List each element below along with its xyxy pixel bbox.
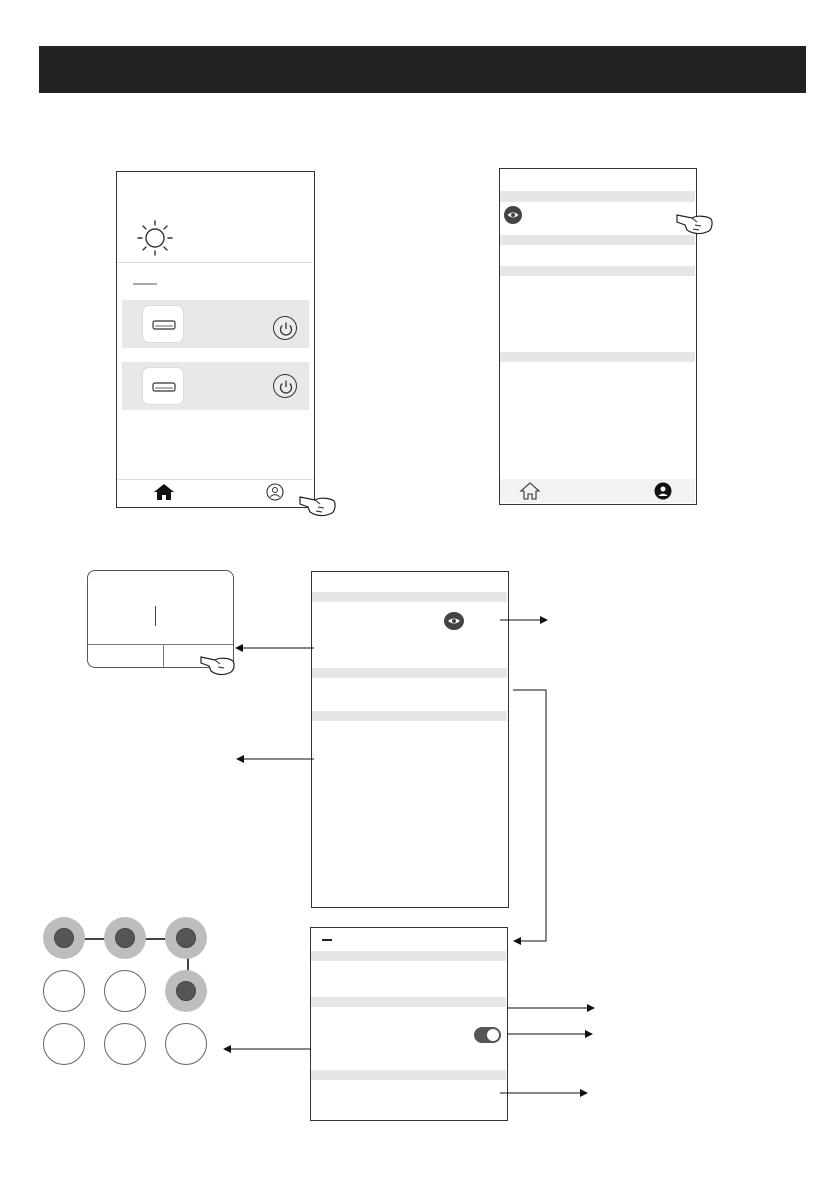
connector-bracket	[513, 690, 546, 941]
